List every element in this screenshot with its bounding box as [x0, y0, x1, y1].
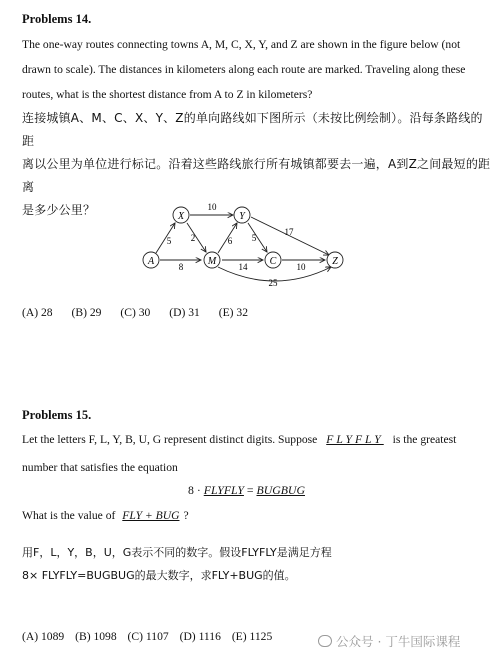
problem-15-line-1: Let the letters F, L, Y, B, U, G represent distinct digits. Suppose FLYFLY is the greatest: [22, 433, 457, 446]
node-m: [204, 252, 220, 268]
node-c: [265, 252, 281, 268]
watermark: 公众号 · 丁牛国际课程: [318, 632, 460, 650]
choice-c: (C) 1107: [127, 630, 169, 643]
label-a-m: 8: [178, 262, 184, 272]
problem-14-title: Problems 14.: [22, 12, 92, 26]
choice-d: (D) 31: [169, 306, 200, 319]
svg-text:Z: Z: [332, 256, 338, 267]
node-y: [234, 207, 250, 223]
choice-a: (A) 1089: [22, 630, 65, 643]
route-diagram: [0, 195, 498, 295]
choice-c: (C) 30: [120, 306, 151, 319]
svg-text:A: A: [147, 256, 155, 267]
problem-15-title: Problems 15.: [22, 408, 92, 422]
choice-d: (D) 1116: [179, 630, 221, 643]
choice-e: (E) 32: [218, 306, 249, 319]
choice-b: (B) 29: [71, 306, 102, 319]
problem-14-zh-line-2: 离以公里为单位进行标记。沿着这些路线旅行所有城镇都要去一遍，A到Z之间最短的距离: [22, 157, 491, 194]
problem-15-choices: [22, 624, 280, 649]
choice-a: (A) 28: [22, 306, 53, 319]
label-m-z: 25: [268, 278, 278, 288]
label-x-m: 2: [190, 233, 196, 243]
node-a: [143, 252, 159, 268]
svg-text:Y: Y: [239, 211, 245, 222]
problem-14-zh-line-3: 是多少公里？: [22, 203, 96, 217]
label-m-y: 6: [227, 236, 233, 246]
svg-text:X: X: [177, 211, 185, 222]
question-expression: FLY + BUG: [122, 509, 180, 522]
problem-14-line-3: routes, what is the shortest distance from A to Z in kilometers?: [22, 88, 313, 101]
flyfly-term: FLYFLY: [326, 433, 384, 446]
label-a-x: 5: [166, 236, 172, 246]
problem-15-line-2: number that satisfies the equation: [22, 461, 178, 474]
label-c-z: 10: [296, 262, 306, 272]
problem-14-choices: [22, 300, 264, 325]
svg-text:C: C: [269, 256, 277, 267]
node-x: [173, 207, 189, 223]
problem-15-text-zh: [22, 541, 492, 587]
problem-15-zh-line-2: 8× FLYFLY=BUGBUG的最大数字，求FLY+BUG的值。: [22, 569, 296, 582]
choice-b: (B) 1098: [75, 630, 117, 643]
equation-rhs: BUGBUG: [256, 483, 305, 497]
problem-14-text-en: [22, 32, 482, 107]
svg-text:M: M: [207, 256, 217, 267]
label-m-c: 14: [238, 262, 248, 272]
label-y-z: 17: [284, 227, 294, 237]
label-y-c: 5: [251, 233, 257, 243]
wechat-icon: [318, 635, 332, 647]
equation-lhs: FLYFLY: [203, 483, 244, 497]
problem-15-question: What is the value of FLY + BUG ?: [22, 509, 189, 522]
problem-14-line-1: The one-way routes connecting towns A, M, C, X, Y, and Z are shown in the figure below (not: [22, 38, 461, 51]
problem-14-zh-line-1: 连接城镇A、M、C、X、Y、Z的单向路线如下图所示（未按比例绘制）。沿每条路线的距: [22, 111, 483, 148]
problem-14-line-2: drawn to scale). The distances in kilometers along each route are marked. Traveling along these: [22, 63, 466, 76]
edge-a-x: [156, 223, 175, 253]
node-z: [327, 252, 343, 268]
label-x-y: 10: [207, 202, 217, 212]
equation: 8 · FLYFLY = BUGBUG: [188, 483, 305, 497]
choice-e: (E) 1125: [231, 630, 273, 643]
problem-15-zh-line-1: 用F，L，Y，B，U，G表示不同的数字。假设FLYFLY是满足方程: [22, 546, 332, 559]
